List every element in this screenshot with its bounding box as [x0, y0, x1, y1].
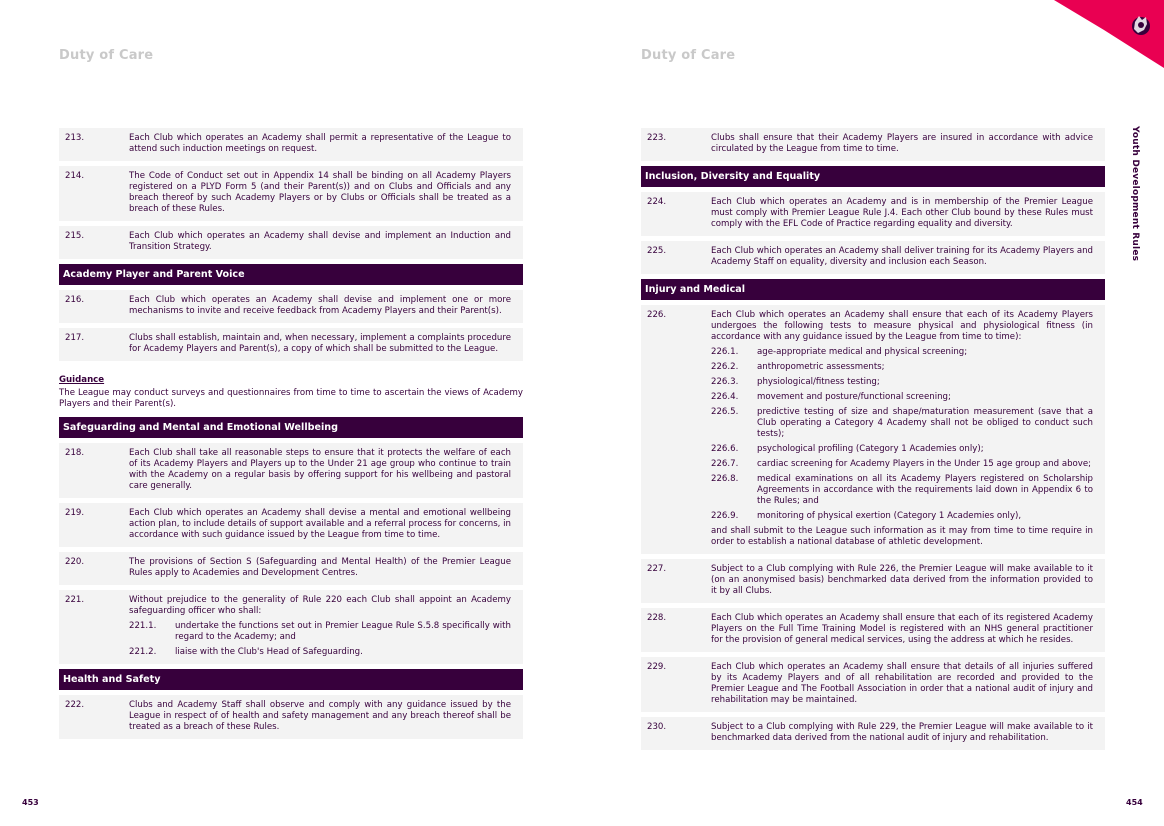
rule-body — [711, 246, 1093, 268]
right-page-header: Duty of Care — [641, 48, 736, 63]
rule-text: Without prejudice to the generality of Rule 220 each Club shall appoint an Academy safeguarding officer who shall: — [129, 595, 511, 616]
rule-number: 216. — [65, 295, 85, 305]
rule-number: 214. — [65, 171, 85, 181]
section-heading: Injury and Medical — [641, 279, 1105, 300]
guidance-text: The League may conduct surveys and questionnaires from time to time to ascertain the views of Academy Players and their Parent(s). — [59, 388, 523, 409]
rule-row — [641, 192, 1105, 236]
sub-rule-number: 226.9. — [711, 511, 739, 521]
rule-text: Each Club which operates an Academy shall ensure that each of its registered Academy Players on the Full Time Training Model is registered with an NHS general practitioner for the provision of general medical services, using the address at which he resides. — [711, 613, 1093, 645]
sub-rule-text: medical examinations on all its Academy Players registered on Scholarship Agreements in accordance with the requirements laid down in Appendix 6 to the Rules; and — [757, 474, 1093, 506]
rule-body — [129, 231, 511, 253]
sub-rule — [711, 444, 1093, 455]
rule-number: 229. — [647, 662, 667, 672]
rule-row — [641, 608, 1105, 652]
rule-number: 219. — [65, 508, 85, 518]
rule-body — [711, 197, 1093, 230]
rule-body — [711, 133, 1093, 155]
left-page-header: Duty of Care — [59, 48, 154, 63]
rule-body — [711, 564, 1093, 597]
sub-rule-text: psychological profiling (Category 1 Academies only); — [757, 444, 984, 454]
rule-text: Subject to a Club complying with Rule 226, the Premier League will make available to it (on an anonymised basis) benchmarked data derived from the information provided to it by all Clubs. — [711, 564, 1093, 596]
rule-text: Each Club which operates an Academy and is in membership of the Premier League must comply with Premier League Rule J.4. Each other Club bound by these Rules must comply with the EFL Code of Practice regarding equality and diversity. — [711, 197, 1093, 229]
sub-rule-number: 226.5. — [711, 407, 739, 417]
sub-rule — [711, 511, 1093, 522]
rule-row — [59, 503, 523, 547]
sub-rule-text: physiological/fitness testing; — [757, 377, 880, 387]
rule-body — [129, 557, 511, 579]
sub-rule-text: age-appropriate medical and physical screening; — [757, 347, 968, 357]
rule-text: Each Club shall take all reasonable steps to ensure that it protects the welfare of each of its Academy Players and Players up to the Under 21 age group who continue to train with the Academy on a regular basis by offering support for his wellbeing and pastoral care generally. — [129, 448, 511, 491]
rule-body — [129, 448, 511, 492]
rule-body — [129, 333, 511, 355]
rule-number: 226. — [647, 310, 667, 320]
rule-row — [641, 128, 1105, 161]
sub-rule — [129, 621, 511, 643]
sub-rule-number: 226.8. — [711, 474, 739, 484]
rule-row — [641, 559, 1105, 603]
sub-rule-number: 221.1. — [129, 621, 157, 631]
sub-rule — [711, 392, 1093, 403]
sub-rule-number: 226.7. — [711, 459, 739, 469]
rule-number: 230. — [647, 722, 667, 732]
sub-rule — [711, 347, 1093, 358]
rule-number: 218. — [65, 448, 85, 458]
rule-number: 220. — [65, 557, 85, 567]
rule-number: 213. — [65, 133, 85, 143]
rule-row — [59, 128, 523, 161]
rule-row — [59, 166, 523, 221]
rule-text: Each Club which operates an Academy shall devise a mental and emotional wellbeing action plan, to include details of support available and a referral process for concerns, in accordance with such guidance issued by the League from time to time. — [129, 508, 511, 540]
sub-rule-text: liaise with the Club's Head of Safeguarding. — [175, 647, 363, 657]
sub-rule — [129, 647, 511, 658]
rule-row — [641, 717, 1105, 750]
sub-rule — [711, 377, 1093, 388]
rule-text: The Code of Conduct set out in Appendix 14 shall be binding on all Academy Players registered on a PLYD Form 5 (and their Parent(s)) and on Clubs and Officials and any breach thereof by such Academy Players or by Clubs or Officials shall be treated as a breach of these Rules. — [129, 171, 511, 214]
corner-decoration — [1004, 0, 1164, 70]
rule-row — [59, 443, 523, 498]
rule-body — [711, 310, 1093, 548]
rule-row — [59, 695, 523, 739]
rule-body — [129, 700, 511, 733]
rule-number: 228. — [647, 613, 667, 623]
side-section-title: Youth Development Rules — [1130, 126, 1140, 262]
rule-number: 225. — [647, 246, 667, 256]
rule-text: The provisions of Section S (Safeguarding and Mental Health) of the Premier League Rules apply to Academies and Development Centres. — [129, 557, 511, 578]
section-heading: Inclusion, Diversity and Equality — [641, 166, 1105, 187]
rule-row — [59, 590, 523, 664]
rule-text: Each Club which operates an Academy shall ensure that details of all injuries suffered by its Academy Players and of all rehabilitation are recorded and provided to the Premier League and The Football Association in order that a national audit of injury and rehabilitation may be maintained. — [711, 662, 1093, 705]
rule-row — [641, 305, 1105, 554]
sub-rule-number: 226.1. — [711, 347, 739, 357]
sub-rule-number: 221.2. — [129, 647, 157, 657]
rule-number: 224. — [647, 197, 667, 207]
rule-row — [59, 328, 523, 361]
rule-text: Clubs shall establish, maintain and, when necessary, implement a complaints procedure for Academy Players and Parent(s), a copy of which shall be submitted to the League. — [129, 333, 511, 354]
rule-row — [59, 226, 523, 259]
sub-rule-text: movement and posture/functional screening; — [757, 392, 951, 402]
rule-tail-text: and shall submit to the League such information as it may from time to time require in order to establish a national database of athletic development. — [711, 526, 1093, 547]
rule-number: 215. — [65, 231, 85, 241]
sub-rule-text: monitoring of physical exertion (Category 1 Academies only), — [757, 511, 1022, 521]
sub-rule-text: undertake the functions set out in Premier League Rule S.5.8 specifically with regard to the Academy; and — [175, 621, 511, 642]
sub-rule-text: predictive testing of size and shape/maturation measurement (save that a Club operating a Category 4 Academy shall not be obliged to conduct such tests); — [757, 407, 1093, 439]
sub-rule — [711, 459, 1093, 470]
sub-rule-number: 226.6. — [711, 444, 739, 454]
section-heading: Academy Player and Parent Voice — [59, 264, 523, 285]
rule-body — [129, 595, 511, 658]
left-page-number: 453 — [22, 798, 39, 807]
right-page-column — [641, 128, 1105, 755]
sub-rule-number: 226.3. — [711, 377, 739, 387]
sub-rule-number: 226.2. — [711, 362, 739, 372]
rule-number: 221. — [65, 595, 85, 605]
rule-body — [129, 171, 511, 215]
sub-rule-text: anthropometric assessments; — [757, 362, 885, 372]
rule-text: Each Club which operates an Academy shall ensure that each of its Academy Players undergoes the following tests to measure physical and physiological fitness (in accordance with any guidance issued by the League from time to time): — [711, 310, 1093, 342]
sub-rule — [711, 362, 1093, 373]
rule-body — [711, 662, 1093, 706]
rule-row — [641, 241, 1105, 274]
rule-text: Each Club which operates an Academy shall devise and implement an Induction and Transition Strategy. — [129, 231, 511, 252]
rule-row — [59, 290, 523, 323]
rule-body — [129, 508, 511, 541]
rule-text: Each Club which operates an Academy shall permit a representative of the League to attend such induction meetings on request. — [129, 133, 511, 154]
left-page-column — [59, 128, 523, 744]
rule-body — [129, 133, 511, 155]
rule-body — [711, 613, 1093, 646]
rule-body — [129, 295, 511, 317]
rule-row — [59, 552, 523, 585]
section-heading: Health and Safety — [59, 669, 523, 690]
sub-rule-number: 226.4. — [711, 392, 739, 402]
rule-text: Clubs shall ensure that their Academy Players are insured in accordance with advice circulated by the League from time to time. — [711, 133, 1093, 154]
sub-rule — [711, 407, 1093, 440]
rule-number: 223. — [647, 133, 667, 143]
rule-body — [711, 722, 1093, 744]
rule-text: Subject to a Club complying with Rule 229, the Premier League will make available to it benchmarked data derived from the national audit of injury and rehabilitation. — [711, 722, 1093, 743]
rule-text: Clubs and Academy Staff shall observe and comply with any guidance issued by the League in respect of of health and safety management and any breach thereof shall be treated as a breach of these Rules. — [129, 700, 511, 732]
rule-number: 227. — [647, 564, 667, 574]
rule-text: Each Club which operates an Academy shall devise and implement one or more mechanisms to invite and receive feedback from Academy Players and their Parent(s). — [129, 295, 511, 316]
sub-rule-text: cardiac screening for Academy Players in the Under 15 age group and above; — [757, 459, 1092, 469]
rule-number: 222. — [65, 700, 85, 710]
rule-row — [641, 657, 1105, 712]
section-heading: Safeguarding and Mental and Emotional Wellbeing — [59, 417, 523, 438]
sub-rule — [711, 474, 1093, 507]
right-page-number: 454 — [1126, 798, 1143, 807]
guidance-title: Guidance — [59, 375, 105, 385]
rule-number: 217. — [65, 333, 85, 343]
rule-text: Each Club which operates an Academy shall deliver training for its Academy Players and Academy Staff on equality, diversity and inclusion each Season. — [711, 246, 1093, 267]
